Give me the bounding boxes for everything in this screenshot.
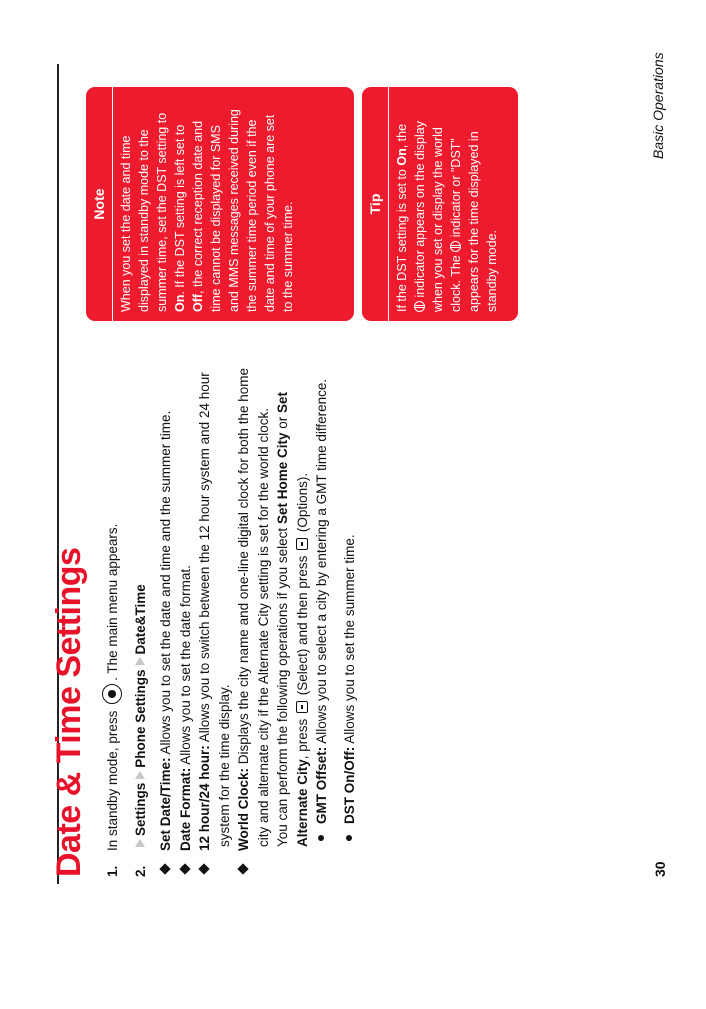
set-home-city-label: Set Home City bbox=[275, 432, 290, 525]
tip-on-label: On bbox=[395, 148, 409, 166]
text: (Options). bbox=[294, 472, 310, 536]
item-set-date-time bbox=[156, 357, 176, 877]
item-label: Set Date/Time: bbox=[158, 757, 173, 851]
tip-line bbox=[447, 96, 465, 312]
note-line: summer time, set the DST setting to bbox=[155, 112, 169, 312]
section-footer: Basic Operations bbox=[650, 52, 666, 159]
note-line: When you set the date and time bbox=[119, 135, 133, 312]
tip-text: If the DST setting is set to bbox=[395, 165, 409, 312]
note-line: to the summer time. bbox=[281, 201, 295, 312]
diamond-bullet-icon bbox=[198, 863, 209, 874]
text: (Select) and then press bbox=[294, 551, 310, 699]
note-line: and MMS messages received during bbox=[227, 109, 241, 312]
note-box bbox=[86, 87, 354, 321]
note-line-text: , the correct reception date and bbox=[191, 120, 205, 294]
step-number: 1. bbox=[105, 865, 120, 877]
item-label: Date Format: bbox=[177, 767, 193, 851]
step-number: 2. bbox=[132, 865, 148, 877]
diamond-bullet-icon bbox=[179, 863, 190, 874]
step-2 bbox=[131, 357, 151, 877]
menu-phone-settings: Phone Settings bbox=[132, 669, 148, 768]
item-world-clock-cont: city and alternate city if the Alternate City setting is set for the world clock. bbox=[255, 408, 271, 847]
step-text: . The main menu appears. bbox=[105, 523, 120, 681]
item-desc: Allows you to set the date and time and the summer time. bbox=[158, 410, 173, 758]
arrow-icon bbox=[135, 839, 145, 847]
arrow-icon bbox=[135, 771, 145, 779]
menu-date-time: Date&Time bbox=[132, 584, 148, 655]
tip-line bbox=[411, 96, 429, 312]
note-line: displayed in standby mode to the bbox=[137, 129, 151, 312]
item-label: 12 hour/24 hour: bbox=[197, 745, 212, 851]
main-content bbox=[102, 357, 359, 877]
item-desc: Displays the city name and one-line digital clock for both the home bbox=[236, 368, 251, 768]
note-line-text: . If the DST setting is left set to bbox=[173, 124, 187, 295]
item-desc: Allows you to set the date format. bbox=[177, 565, 193, 768]
arrow-icon bbox=[135, 657, 145, 665]
note-text bbox=[113, 87, 297, 321]
note-line: Off, the correct reception date and bbox=[191, 120, 205, 312]
softkey-icon bbox=[296, 701, 308, 713]
step-text: In standby mode, press bbox=[105, 710, 120, 851]
tip-text: clock. The bbox=[449, 251, 463, 312]
note-line: On. If the DST setting is left set to bbox=[173, 124, 187, 312]
page-title: Date & Time Settings bbox=[50, 547, 88, 877]
item-date-format bbox=[176, 357, 196, 877]
item-world-clock bbox=[234, 357, 254, 877]
item-desc: Allows you to select a city by entering a GMT time difference. bbox=[314, 378, 329, 747]
diamond-bullet-icon bbox=[159, 863, 170, 874]
tip-text: , the bbox=[395, 123, 409, 149]
item-12-24-hour-cont: system for the time display. bbox=[216, 684, 232, 847]
sub-bullet-dst bbox=[340, 357, 360, 877]
world-clock-globe-icon bbox=[414, 301, 425, 312]
item-label: DST On/Off: bbox=[341, 746, 357, 824]
tip-line bbox=[393, 96, 411, 312]
tip-text bbox=[389, 87, 501, 321]
menu-settings: Settings bbox=[132, 782, 148, 836]
note-line: the summer time period even if the bbox=[245, 119, 259, 312]
diamond-bullet-icon bbox=[237, 863, 248, 874]
tip-line: appears for the time displayed in bbox=[467, 131, 481, 312]
round-bullet-icon bbox=[346, 835, 352, 841]
note-header: Note bbox=[91, 188, 107, 220]
text: , press bbox=[294, 714, 310, 760]
note-line: time cannot be displayed for SMS bbox=[209, 125, 223, 312]
text: or bbox=[275, 413, 290, 433]
item-desc: Allows you to set the summer time. bbox=[341, 534, 357, 747]
tip-box bbox=[362, 87, 518, 321]
item-desc: Allows you to switch between the 12 hour system and 24 hour bbox=[197, 372, 212, 746]
tip-line: standby mode. bbox=[485, 230, 499, 312]
round-bullet-icon bbox=[318, 835, 324, 841]
step-1 bbox=[102, 357, 123, 877]
tip-line: when you set or display the world bbox=[431, 127, 445, 312]
note-line: date and time of your phone are set bbox=[263, 114, 277, 312]
set-label: Set bbox=[275, 391, 290, 413]
tip-text: indicator appears on the display bbox=[413, 121, 427, 298]
world-clock-ops-line1 bbox=[273, 357, 293, 877]
item-label: World Clock: bbox=[236, 767, 251, 851]
dst-indicator-icon bbox=[450, 241, 461, 252]
navigation-key-icon bbox=[102, 684, 122, 704]
tip-text: indicator or "DST" bbox=[449, 138, 463, 241]
tip-header: Tip bbox=[367, 193, 383, 215]
item-12-24-hour bbox=[195, 357, 215, 877]
text: You can perform the following operations if you select bbox=[275, 524, 290, 847]
softkey-icon bbox=[296, 538, 308, 550]
item-label: GMT Offset: bbox=[314, 746, 329, 824]
world-clock-ops-line2 bbox=[293, 357, 313, 877]
alternate-city-label: Alternate City bbox=[294, 759, 310, 847]
sub-bullet-gmt-offset bbox=[312, 357, 332, 877]
page-number: 30 bbox=[652, 861, 668, 877]
